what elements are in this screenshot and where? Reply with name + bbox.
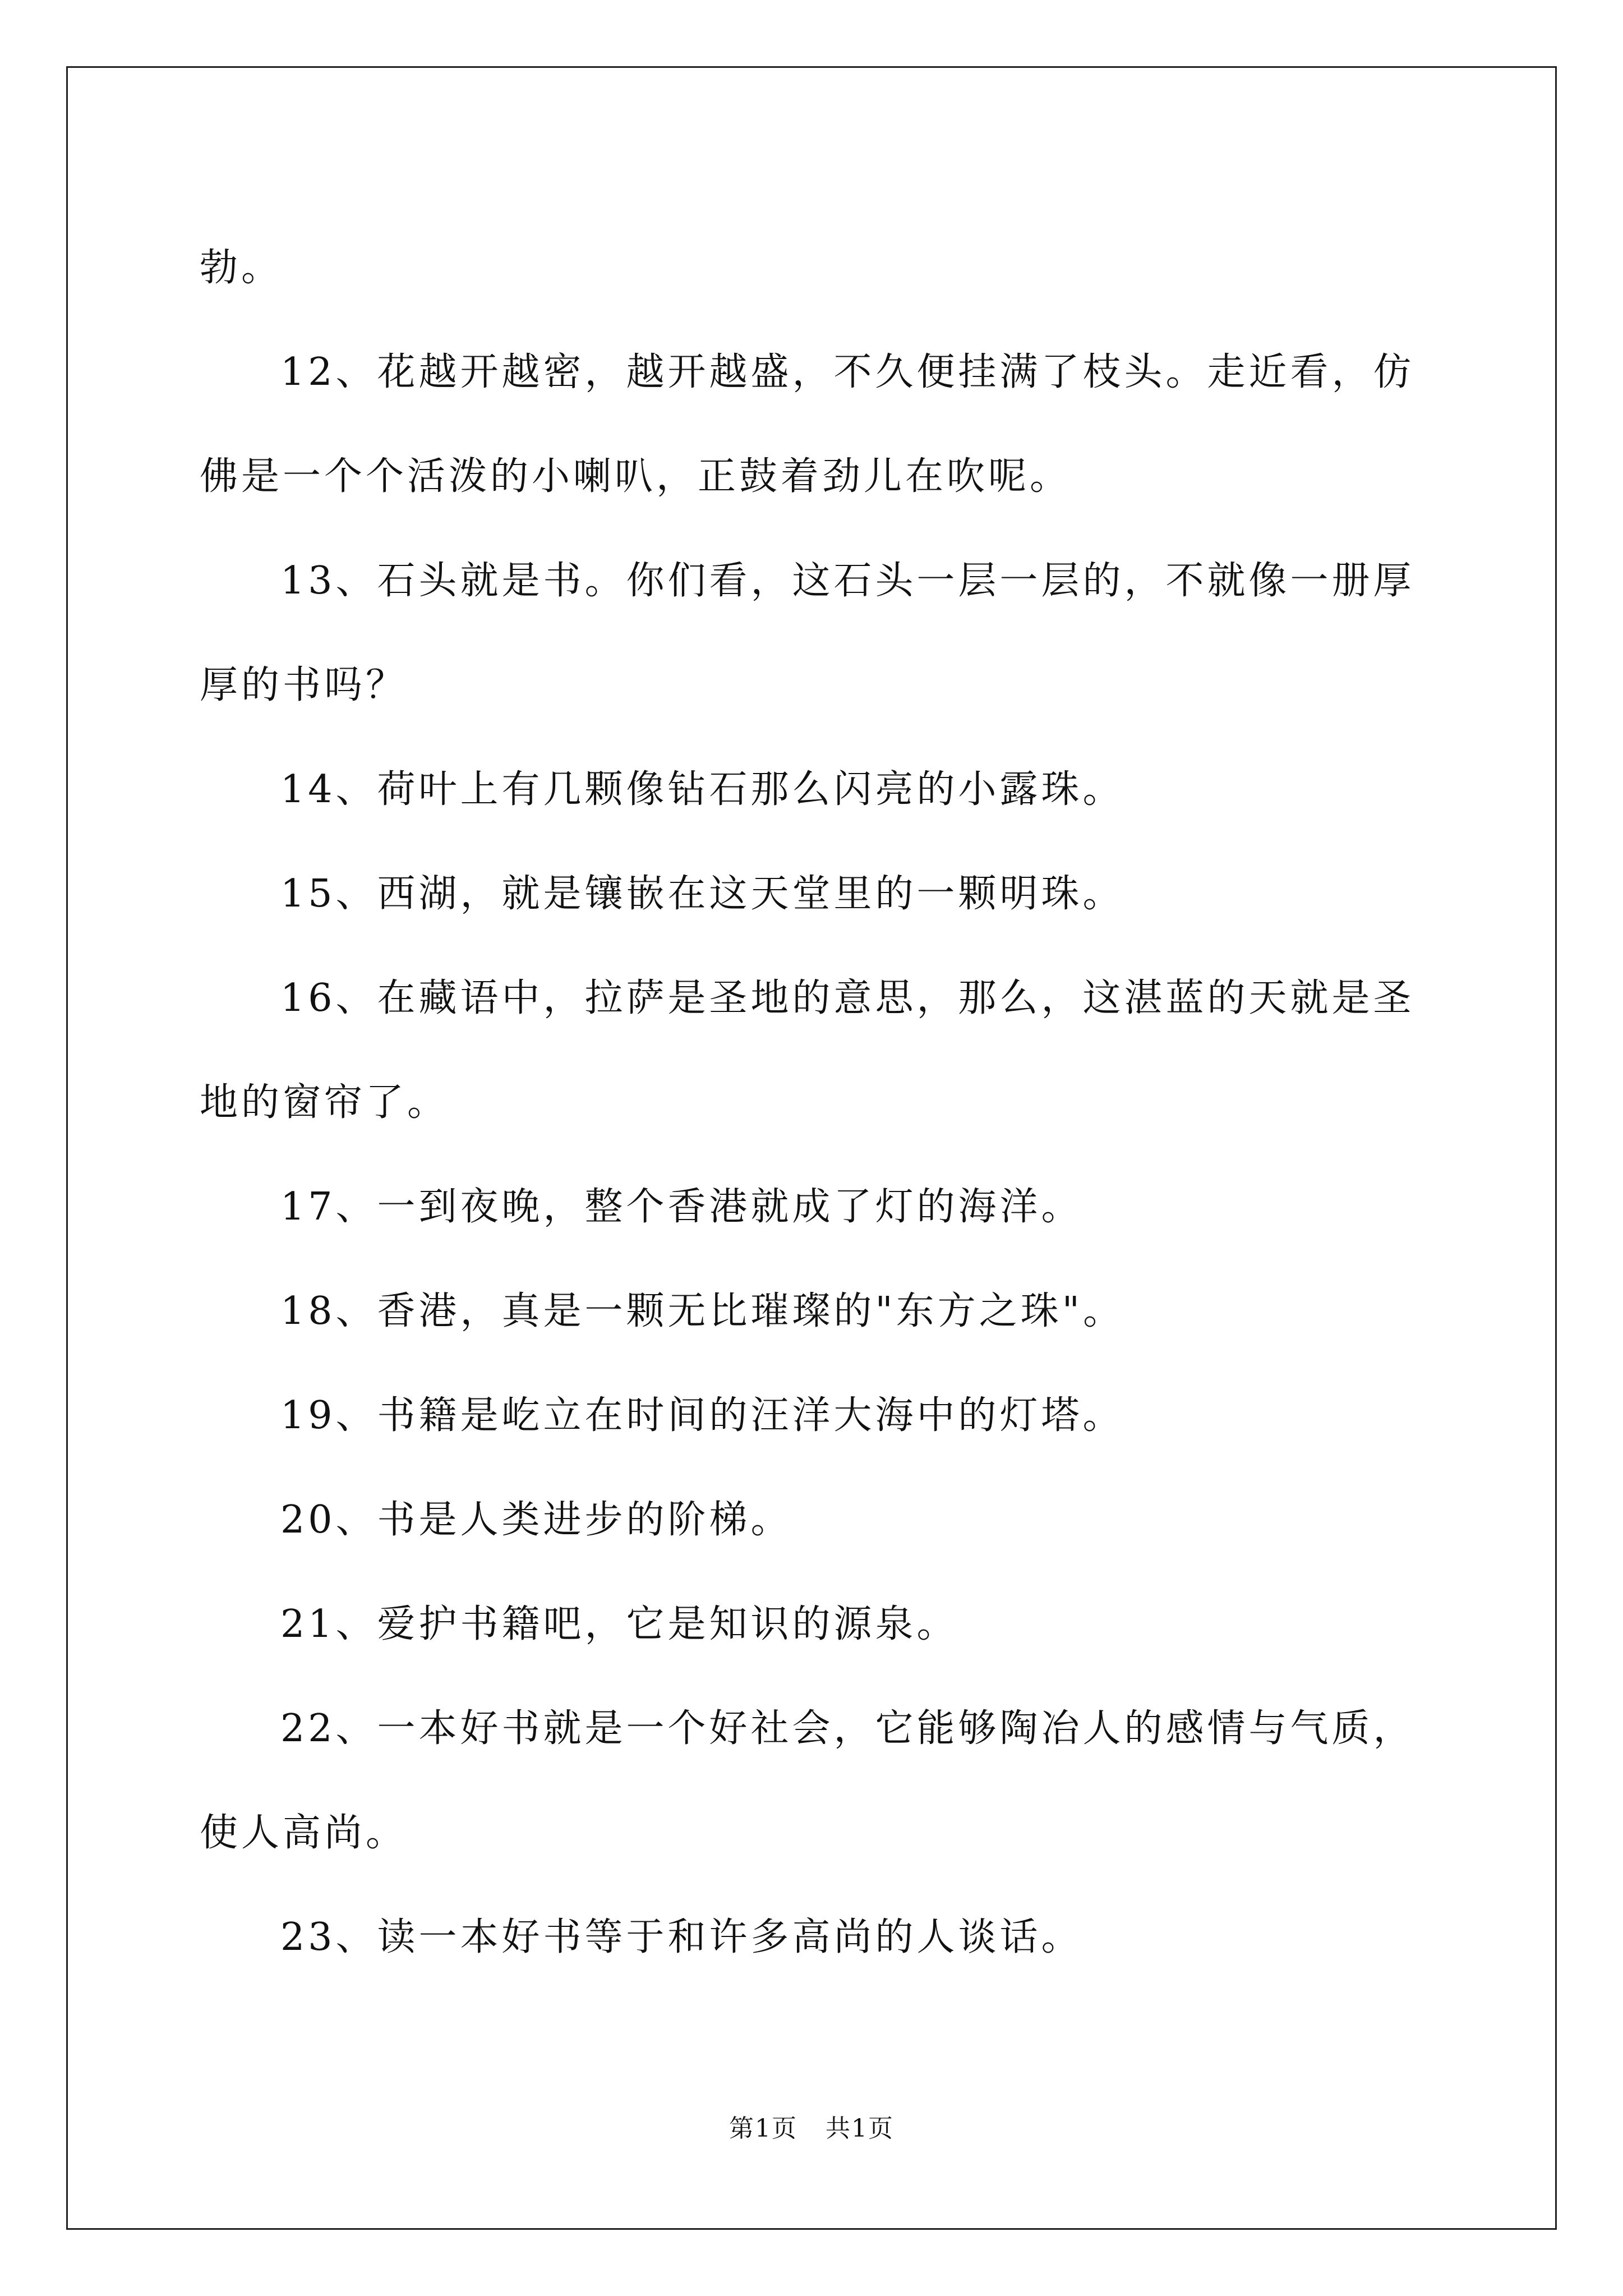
document-body (200, 216, 1422, 1990)
paragraph-23: 23、读一本好书等于和许多高尚的人谈话。 (280, 1915, 1083, 1959)
page-footer (0, 2112, 1623, 2146)
paragraph-17: 17、一到夜晚，整个香港就成了灯的海洋。 (280, 1185, 1083, 1229)
page-number: 第1页 (729, 2114, 797, 2143)
page-total: 共1页 (826, 2114, 894, 2143)
paragraph-13: 13、石头就是书。你们看，这石头一层一层的，不就像一册厚厚的书吗？ (200, 559, 1415, 707)
paragraph-12: 12、花越开越密，越开越盛，不久便挂满了枝头。走近看，仿佛是一个个活泼的小喇叭，正鼓着劲儿在吹呢。 (200, 350, 1415, 499)
paragraph-15: 15、西湖，就是镶嵌在这天堂里的一颗明珠。 (280, 872, 1124, 916)
paragraph-14: 14、荷叶上有几颗像钻石那么闪亮的小露珠。 (280, 767, 1124, 812)
paragraph-18: 18、香港，真是一颗无比璀璨的"东方之珠"。 (280, 1289, 1125, 1333)
paragraph-20: 20、书是人类进步的阶梯。 (280, 1498, 792, 1542)
paragraph-16: 16、在藏语中，拉萨是圣地的意思，那么，这湛蓝的天就是圣地的窗帘了。 (200, 976, 1415, 1125)
paragraph-19: 19、书籍是屹立在时间的汪洋大海中的灯塔。 (280, 1393, 1124, 1438)
paragraph-22: 22、一本好书就是一个好社会，它能够陶冶人的感情与气质，使人高尚。 (200, 1706, 1415, 1855)
paragraph-21: 21、爱护书籍吧，它是知识的源泉。 (280, 1602, 958, 1646)
paragraph-11-tail: 勃。 (200, 246, 283, 290)
